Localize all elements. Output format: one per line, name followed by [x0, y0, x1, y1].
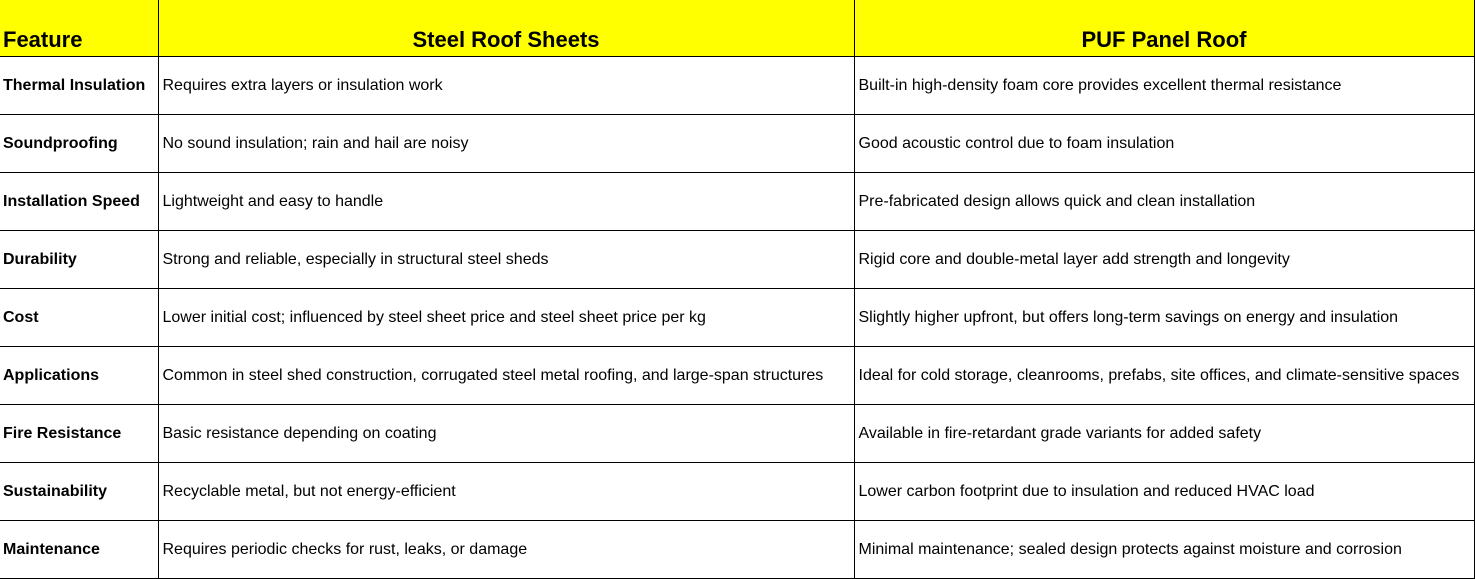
- steel-cell: Requires periodic checks for rust, leaks, or damage: [158, 520, 854, 578]
- puf-cell: Rigid core and double-metal layer add strength and longevity: [854, 230, 1474, 288]
- table-row: [0, 172, 1474, 230]
- header-steel-roof-sheets: Steel Roof Sheets: [158, 0, 854, 56]
- steel-cell: Lower initial cost; influenced by steel sheet price and steel sheet price per kg: [158, 288, 854, 346]
- steel-cell: Lightweight and easy to handle: [158, 172, 854, 230]
- header-feature: Feature: [0, 0, 158, 56]
- table-row: [0, 288, 1474, 346]
- puf-cell: Built-in high-density foam core provides excellent thermal resistance: [854, 56, 1474, 114]
- table-row: [0, 404, 1474, 462]
- feature-cell: Cost: [0, 288, 158, 346]
- puf-cell: Slightly higher upfront, but offers long-term savings on energy and insulation: [854, 288, 1474, 346]
- table-row: [0, 520, 1474, 578]
- feature-cell: Maintenance: [0, 520, 158, 578]
- steel-cell: Recyclable metal, but not energy-efficient: [158, 462, 854, 520]
- steel-cell: Strong and reliable, especially in structural steel sheds: [158, 230, 854, 288]
- table-body: [0, 56, 1474, 578]
- puf-cell: Minimal maintenance; sealed design protects against moisture and corrosion: [854, 520, 1474, 578]
- puf-cell: Lower carbon footprint due to insulation and reduced HVAC load: [854, 462, 1474, 520]
- table-row: [0, 462, 1474, 520]
- steel-cell: Basic resistance depending on coating: [158, 404, 854, 462]
- puf-cell: Available in fire-retardant grade variants for added safety: [854, 404, 1474, 462]
- table-row: [0, 56, 1474, 114]
- table-row: [0, 114, 1474, 172]
- feature-cell: Fire Resistance: [0, 404, 158, 462]
- table-row: [0, 346, 1474, 404]
- steel-cell: No sound insulation; rain and hail are noisy: [158, 114, 854, 172]
- feature-cell: Installation Speed: [0, 172, 158, 230]
- feature-cell: Thermal Insulation: [0, 56, 158, 114]
- puf-cell: Good acoustic control due to foam insulation: [854, 114, 1474, 172]
- steel-cell: Requires extra layers or insulation work: [158, 56, 854, 114]
- puf-cell: Pre-fabricated design allows quick and clean installation: [854, 172, 1474, 230]
- table-header: [0, 0, 1474, 56]
- feature-cell: Applications: [0, 346, 158, 404]
- feature-cell: Durability: [0, 230, 158, 288]
- table-row: [0, 230, 1474, 288]
- feature-cell: Soundproofing: [0, 114, 158, 172]
- header-row: [0, 0, 1474, 56]
- steel-cell: Common in steel shed construction, corrugated steel metal roofing, and large-span structures: [158, 346, 854, 404]
- header-puf-panel-roof: PUF Panel Roof: [854, 0, 1474, 56]
- feature-cell: Sustainability: [0, 462, 158, 520]
- puf-cell: Ideal for cold storage, cleanrooms, prefabs, site offices, and climate-sensitive spaces: [854, 346, 1474, 404]
